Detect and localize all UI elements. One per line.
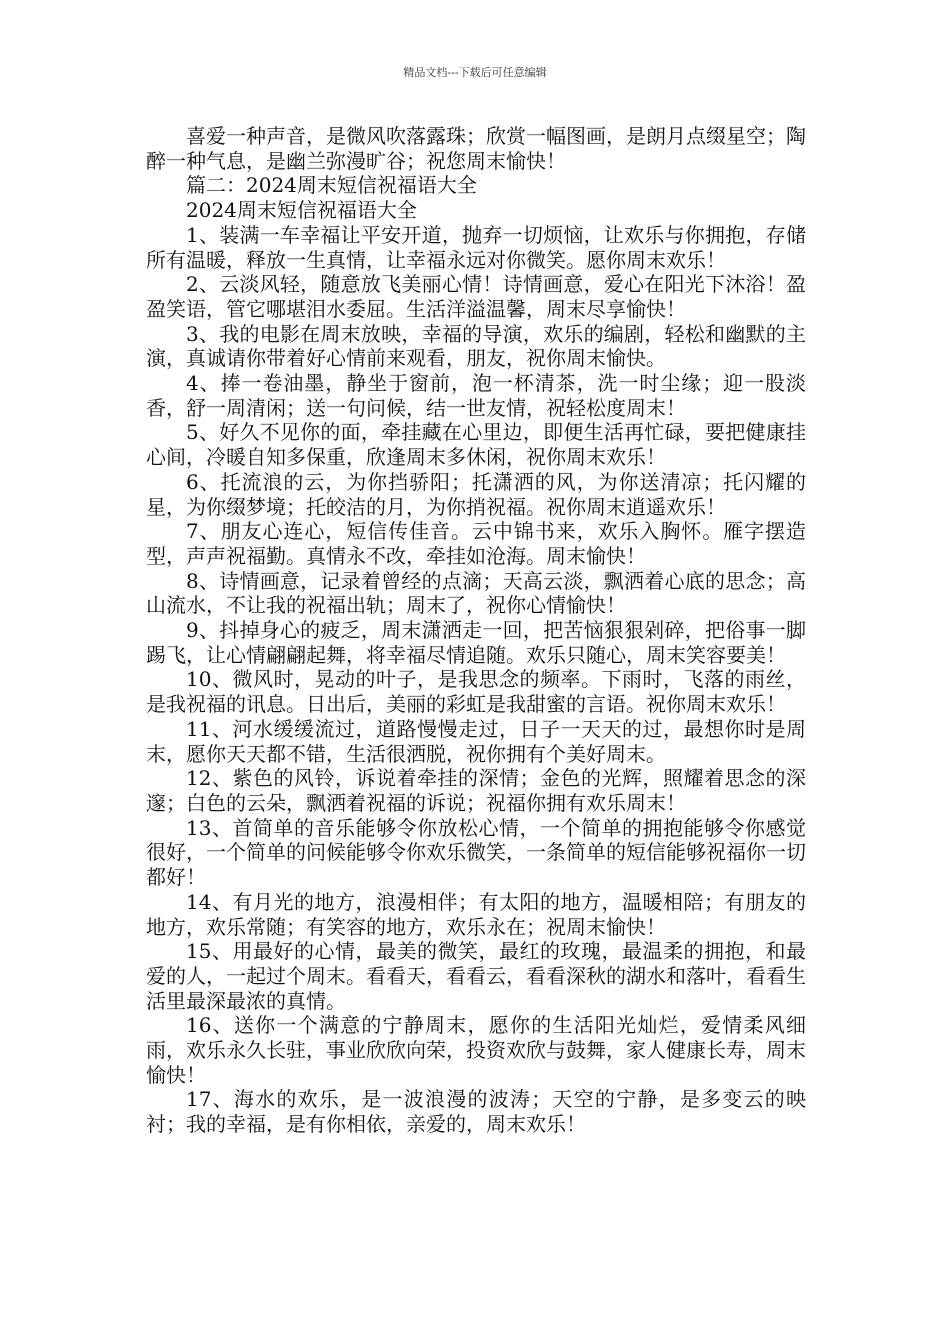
list-item: 5、好久不见你的面，牵挂藏在心里边，即便生活再忙碌，要把健康挂心间，冷暖自知多保重，欣逢周末多休闲，祝你周末欢乐！ (146, 420, 806, 470)
document-body (146, 124, 806, 1137)
list-item: 16、送你一个满意的宁静周末，愿你的生活阳光灿烂，爱情柔风细雨，欢乐永久长驻，事业欣欣向荣，投资欢欣与鼓舞，家人健康长寿，周末愉快！ (146, 1013, 806, 1087)
list-item: 10、微风时，晃动的叶子，是我思念的频率。下雨时，飞落的雨丝，是我祝福的讯息。日出后，美丽的彩虹是我甜蜜的言语。祝你周末欢乐！ (146, 667, 806, 717)
section-heading: 篇二：2024周末短信祝福语大全 (186, 173, 477, 198)
list-item: 11、河水缓缓流过，道路慢慢走过，日子一天天的过，最想你时是周末，愿你天天都不错，生活很洒脱，祝你拥有个美好周末。 (146, 716, 806, 766)
list-item: 2、云淡风轻，随意放飞美丽心情！诗情画意，爱心在阳光下沐浴！盈盈笑语，管它哪堪泪水委屈。生活洋溢温馨，周末尽享愉快！ (146, 272, 806, 321)
list-item: 17、海水的欢乐，是一波浪漫的波涛；天空的宁静，是多变云的映衬；我的幸福，是有你相依，亲爱的，周末欢乐！ (146, 1087, 806, 1137)
list-item: 7、朋友心连心，短信传佳音。云中锦书来，欢乐入胸怀。雁字摆造型，声声祝福勤。真情永不改，牵挂如沧海。周末愉快！ (146, 519, 806, 568)
list-item: 1、装满一车幸福让平安开道，抛弃一切烦恼，让欢乐与你拥抱，存储所有温暖，释放一生真情，让幸福永远对你微笑。愿你周末欢乐！ (146, 222, 806, 272)
list-item: 9、抖掉身心的疲乏，周末潇洒走一回，把苦恼狠狠剁碎，把俗事一脚踢飞，让心情翩翩起舞，将幸福尽情追随。欢乐只随心，周末笑容要美！ (146, 618, 806, 667)
paragraph: 喜爱一种声音，是微风吹落露珠；欣赏一幅图画，是朗月点缀星空；陶醉一种气息，是幽兰弥漫旷谷；祝您周末愉快！ (146, 124, 806, 173)
list-item: 15、用最好的心情，最美的微笑，最红的玫瑰，最温柔的拥抱，和最爱的人，一起过个周末。看看天，看看云，看看深秋的湖水和落叶，看看生活里最深最浓的真情。 (146, 939, 806, 1013)
page-header: 精品文档---下载后可任意编辑 (403, 66, 547, 79)
list-item: 8、诗情画意，记录着曾经的点滴；天高云淡，飘洒着心底的思念；高山流水，不让我的祝福出轨；周末了，祝你心情愉快！ (146, 568, 806, 618)
list-item: 4、捧一卷油墨，静坐于窗前，泡一杯清茶，洗一时尘缘；迎一股淡香，舒一周清闲；送一句问候，结一世友情，祝轻松度周末！ (146, 371, 806, 420)
list-item: 3、我的电影在周末放映，幸福的导演，欢乐的编剧，轻松和幽默的主演，真诚请你带着好心情前来观看，朋友，祝你周末愉快。 (146, 321, 806, 371)
list-item: 6、托流浪的云，为你挡骄阳；托潇洒的风，为你送清凉；托闪耀的星，为你缀梦境；托皎洁的月，为你捎祝福。祝你周末逍遥欢乐！ (146, 469, 806, 519)
list-item: 12、紫色的风铃，诉说着牵挂的深情；金色的光辉，照耀着思念的深邃；白色的云朵，飘洒着祝福的诉说；祝福你拥有欢乐周末！ (146, 766, 806, 815)
article-title: 2024周末短信祝福语大全 (186, 198, 417, 223)
list-item: 14、有月光的地方，浪漫相伴；有太阳的地方，温暖相陪；有朋友的地方，欢乐常随；有笑容的地方，欢乐永在；祝周末愉快！ (146, 889, 806, 939)
list-item: 13、首简单的音乐能够令你放松心情，一个简单的拥抱能够令你感觉很好，一个简单的问候能够令你欢乐微笑，一条简单的短信能够祝福你一切都好！ (146, 815, 806, 890)
